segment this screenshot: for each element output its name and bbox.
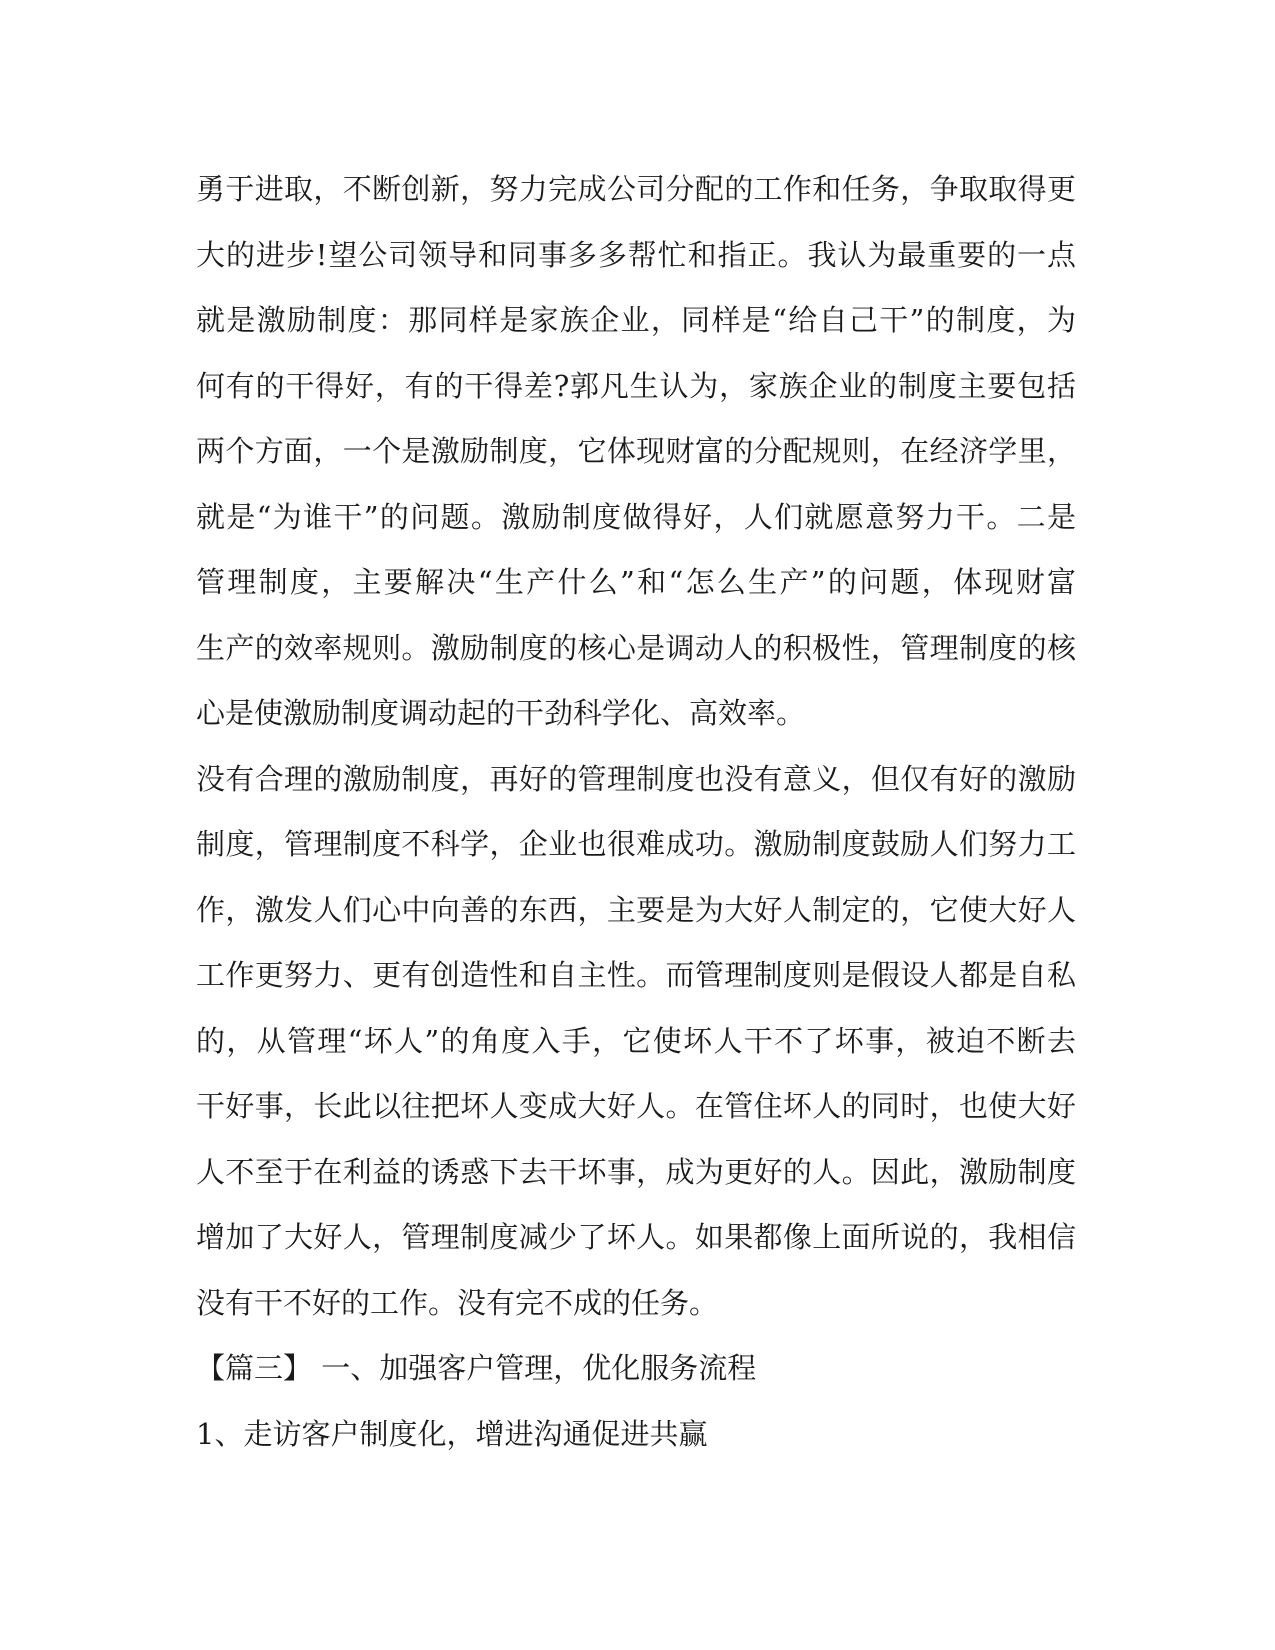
- text-line: 工作更努力、更有创造性和自主性。而管理制度则是假设人都是自私: [196, 958, 1076, 992]
- text-line: 没有干不好的工作。没有完不成的任务。: [196, 1285, 719, 1320]
- text-line: 的，从管理“坏人”的角度入手，它使坏人干不了坏事，被迫不断去: [196, 1023, 1076, 1058]
- document-body: [196, 157, 1076, 1467]
- text-line: 就是激励制度：那同样是家族企业，同样是“给自己干”的制度，为: [196, 303, 1076, 337]
- text-line: 勇于进取，不断创新，努力完成公司分配的工作和任务，争取取得更: [196, 172, 1076, 206]
- section-heading: [196, 1336, 1076, 1402]
- sub-heading: [196, 1402, 1076, 1468]
- text-line: 生产的效率规则。激励制度的核心是调动人的积极性，管理制度的核: [196, 630, 1076, 665]
- text-line: 就是“为谁干”的问题。激励制度做得好，人们就愿意努力干。二是: [196, 499, 1076, 534]
- text-line: 干好事，长此以往把坏人变成大好人。在管住坏人的同时，也使大好: [196, 1089, 1076, 1123]
- text-line: 作，激发人们心中向善的东西，主要是为大好人制定的，它使大好人: [196, 892, 1076, 927]
- paragraph: [196, 747, 1076, 1337]
- sub-heading-text: 1、走访客户制度化，增进沟通促进共赢: [196, 1416, 708, 1451]
- text-line: 何有的干得好，有的干得差?郭凡生认为，家族企业的制度主要包括: [196, 368, 1076, 403]
- text-line: 管理制度，主要解决“生产什么”和“怎么生产”的问题，体现财富: [196, 565, 1076, 599]
- text-line: 增加了大好人，管理制度减少了坏人。如果都像上面所说的，我相信: [196, 1220, 1076, 1254]
- text-line: 两个方面，一个是激励制度，它体现财富的分配规则，在经济学里，: [196, 434, 1076, 468]
- text-line: 没有合理的激励制度，再好的管理制度也没有意义，但仅有好的激励: [196, 761, 1076, 796]
- text-line: 大的进步!望公司领导和同事多多帮忙和指正。我认为最重要的一点: [196, 237, 1076, 272]
- text-line: 制度，管理制度不科学，企业也很难成功。激励制度鼓励人们努力工: [196, 827, 1076, 861]
- text-line: 人不至于在利益的诱惑下去干坏事，成为更好的人。因此，激励制度: [196, 1154, 1076, 1189]
- section-heading-text: 【篇三】 一、加强客户管理，优化服务流程: [196, 1351, 757, 1385]
- text-line: 心是使激励制度调动起的干劲科学化、高效率。: [196, 696, 806, 730]
- paragraph: [196, 157, 1076, 747]
